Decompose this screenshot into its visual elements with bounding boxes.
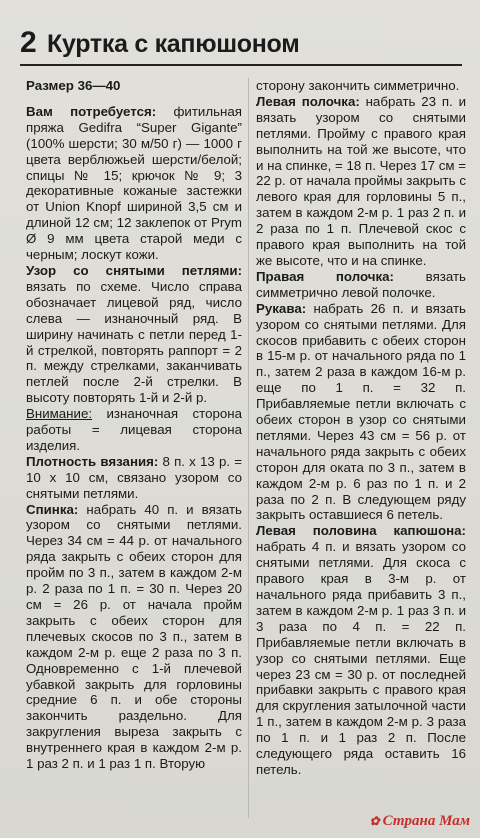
left-front-text: набрать 23 п. и вязать узором со снятыми петлями. Пройму с правого края выполнить на той же высоте, что и на спинке, = 18 п. Через 17 см = 22 р. от начала проймы закрыть с левого края для горловины 5 п., затем в каждом 2-м р. 1 раз 2 п. и 2 раза по 1 п. Плечевой скос с правого края выполнить на той же высоте, что и на спинке. <box>256 93 467 268</box>
gauge-heading: Плотность вязания: <box>26 453 159 469</box>
title-text: Куртка с капюшоном <box>47 30 300 58</box>
materials-text: фитильная пряжа Gedifra “Super Gigante” (100% шерсти; 30 м/50 г) — 1000 г цвета верблюжьей шерсти/белой; спицы № 15; крючок № 9; 3 декоративные кожаные застежки от Union Knopf шириной 3,5 см и длиной 12 см; 12 заклепок от Prym Ø 9 мм цвета старой меди с черным; лоскут кожи. <box>26 103 242 263</box>
note-paragraph <box>26 406 242 454</box>
hood-heading: Левая половина капюшона: <box>256 523 466 539</box>
hood-text: набрать 4 п. и вязать узором со снятыми петлями. Для скоса с правого края в 3-м р. от начального ряда прибавить 3 п., затем в каждом 2-м р. 1 раз 3 п. и 3 раза по 4 п. = 22 п. Прибавляемые петли включать в узор со снятыми петлями. Еще через 23 см = 30 р. от последней прибавки закрыть с правого края для скругления затылочной части 1 п., затем в каждом 2-м р. 3 раза по 1 п. и 1 раз 2 п. После следующего ряда оставить 16 петель. <box>256 539 466 777</box>
left-front-paragraph <box>256 94 466 269</box>
right-front-text: вязать симметрично левой полочке. <box>256 268 466 300</box>
size-line: Размер 36—40 <box>26 78 121 93</box>
left-front-heading: Левая полочка: <box>256 93 360 109</box>
materials-heading: Вам потребуется: <box>26 103 157 119</box>
sleeves-paragraph <box>256 301 466 524</box>
left-column <box>26 78 242 772</box>
gauge-paragraph <box>26 454 242 502</box>
materials-paragraph <box>26 104 242 263</box>
right-column <box>256 78 466 778</box>
sleeves-heading: Рукава: <box>256 300 307 316</box>
title-underline <box>20 64 462 66</box>
back-paragraph <box>26 502 242 772</box>
section-number: 2 <box>20 26 37 59</box>
back-text: набрать 40 п. и вязать узором со снятыми петлями. Через 34 см = 44 р. от начального ряда закрыть с обеих сторон для пройм по 3 п., затем в каждом 2-м р. 2 раза по 1 п. = 30 п. Через 20 см = 26 р. от начала пройм закрыть с обеих сторон для плечевых скосов по 3 п., затем в каждом 2-м р. еще 2 раза по 3 п. Одновременно с 1-й плечевой убавкой закрыть для горловины средние 6 п. и обе стороны закончить раздельно. Для закругления выреза закрыть с внутреннего края в каждом 2-м р. 1 раз 2 п. и 1 раз 1 п. Вторую <box>26 501 242 772</box>
continuation-paragraph: сторону закончить симметрично. <box>256 78 460 93</box>
right-front-heading: Правая полочка: <box>256 268 394 284</box>
pattern-text: вязать по схеме. Число справа обозначает лицевой ряд, число слева — изнаночный ряд. В ширину начинать с петли перед 1-й стрелкой, повторять раппорт = 2 п. между стрелками, заканчивать петлей после 2-й стрелки. В высоту повторять 1-й и 2-й р. <box>26 278 242 406</box>
gauge-text: 8 п. х 13 р. = 10 х 10 см, связано узором со снятыми петлями. <box>26 453 243 501</box>
hood-paragraph <box>256 523 466 778</box>
watermark-logo <box>370 813 470 830</box>
flower-icon: ✿ <box>369 814 380 828</box>
pattern-heading: Узор со снятыми петлями: <box>26 262 242 278</box>
right-front-paragraph <box>256 269 466 301</box>
page-title <box>20 26 299 60</box>
sleeves-text: набрать 26 п. и вязать узором со снятыми петлями. Для скосов прибавить с обеих сторон в 15-м р. от начального ряда по 1 п., затем 2 раза в каждом 16-м р. еще по 1 п. = 32 п. Прибавляемые петли включать с обеих сторон в узор со снятыми петлями. Через 43 см = 56 р. от начального ряда закрыть с обеих сторон для оката по 3 п., затем в каждом 2-м р. 6 раз по 1 п. и 2 раза по 2 п. В следующем ряду закрыть оставшиеся 6 петель. <box>256 300 466 523</box>
watermark-text: Страна Мам <box>382 813 470 829</box>
note-heading: Внимание: <box>26 406 93 422</box>
back-heading: Спинка: <box>26 501 79 517</box>
note-text: изнаночная сторона работы = лицевая сторона изделия. <box>26 406 242 453</box>
pattern-paragraph <box>26 263 242 406</box>
column-separator <box>248 78 249 818</box>
